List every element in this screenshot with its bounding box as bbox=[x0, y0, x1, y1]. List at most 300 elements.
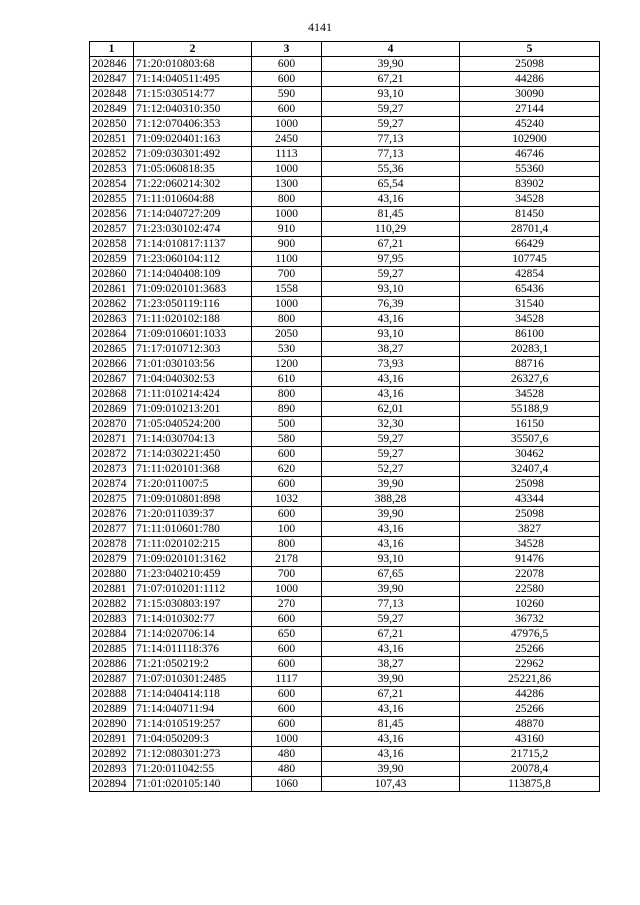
table-cell-col-5: 25266 bbox=[460, 702, 600, 717]
column-header-1: 1 bbox=[90, 42, 134, 57]
table-cell-col-4: 97,95 bbox=[322, 252, 460, 267]
table-cell-col-2: 71:14:040414:118 bbox=[134, 687, 252, 702]
table-cell-col-5: 43344 bbox=[460, 492, 600, 507]
table-cell-col-3: 620 bbox=[252, 462, 322, 477]
table-cell-col-2: 71:09:020101:3162 bbox=[134, 552, 252, 567]
table-cell-col-4: 55,36 bbox=[322, 162, 460, 177]
table-cell-col-1: 202860 bbox=[90, 267, 134, 282]
table-cell-col-2: 71:05:040524:200 bbox=[134, 417, 252, 432]
table-row bbox=[90, 597, 600, 612]
table-cell-col-2: 71:15:030803:197 bbox=[134, 597, 252, 612]
table-cell-col-2: 71:23:060104:112 bbox=[134, 252, 252, 267]
table-cell-col-2: 71:09:010801:898 bbox=[134, 492, 252, 507]
table-cell-col-3: 1060 bbox=[252, 777, 322, 792]
table-cell-col-5: 22962 bbox=[460, 657, 600, 672]
table-cell-col-4: 59,27 bbox=[322, 612, 460, 627]
table-cell-col-5: 25098 bbox=[460, 57, 600, 72]
table-row bbox=[90, 447, 600, 462]
column-header-2: 2 bbox=[134, 42, 252, 57]
table-cell-col-3: 2178 bbox=[252, 552, 322, 567]
table-row bbox=[90, 732, 600, 747]
table-cell-col-3: 800 bbox=[252, 387, 322, 402]
table-cell-col-1: 202858 bbox=[90, 237, 134, 252]
table-cell-col-1: 202868 bbox=[90, 387, 134, 402]
table-cell-col-1: 202854 bbox=[90, 177, 134, 192]
table-cell-col-4: 38,27 bbox=[322, 342, 460, 357]
table-cell-col-4: 77,13 bbox=[322, 132, 460, 147]
header-row bbox=[90, 42, 600, 57]
table-row bbox=[90, 147, 600, 162]
table-cell-col-3: 1000 bbox=[252, 582, 322, 597]
table-cell-col-5: 30462 bbox=[460, 447, 600, 462]
table-cell-col-2: 71:14:040711:94 bbox=[134, 702, 252, 717]
table-cell-col-5: 47976,5 bbox=[460, 627, 600, 642]
table-cell-col-1: 202853 bbox=[90, 162, 134, 177]
table-row bbox=[90, 162, 600, 177]
table-row bbox=[90, 177, 600, 192]
table-cell-col-5: 55360 bbox=[460, 162, 600, 177]
table-cell-col-5: 66429 bbox=[460, 237, 600, 252]
table-cell-col-2: 71:14:040727:209 bbox=[134, 207, 252, 222]
table-cell-col-5: 107745 bbox=[460, 252, 600, 267]
table-cell-col-2: 71:12:070406:353 bbox=[134, 117, 252, 132]
table-row bbox=[90, 402, 600, 417]
table-cell-col-1: 202865 bbox=[90, 342, 134, 357]
table-cell-col-3: 100 bbox=[252, 522, 322, 537]
table-cell-col-4: 59,27 bbox=[322, 267, 460, 282]
table-cell-col-2: 71:11:020102:215 bbox=[134, 537, 252, 552]
table-row bbox=[90, 372, 600, 387]
table-row bbox=[90, 477, 600, 492]
table-cell-col-4: 39,90 bbox=[322, 507, 460, 522]
table-cell-col-2: 71:14:020706:14 bbox=[134, 627, 252, 642]
table-cell-col-4: 52,27 bbox=[322, 462, 460, 477]
table-cell-col-5: 25098 bbox=[460, 507, 600, 522]
table-cell-col-4: 43,16 bbox=[322, 702, 460, 717]
table-cell-col-4: 32,30 bbox=[322, 417, 460, 432]
table-cell-col-4: 93,10 bbox=[322, 87, 460, 102]
table-cell-col-2: 71:14:030704:13 bbox=[134, 432, 252, 447]
table-row bbox=[90, 432, 600, 447]
table-cell-col-3: 700 bbox=[252, 267, 322, 282]
column-header-4: 4 bbox=[322, 42, 460, 57]
table-cell-col-4: 76,39 bbox=[322, 297, 460, 312]
table-cell-col-4: 110,29 bbox=[322, 222, 460, 237]
table-row bbox=[90, 462, 600, 477]
table-cell-col-5: 21715,2 bbox=[460, 747, 600, 762]
table-cell-col-5: 16150 bbox=[460, 417, 600, 432]
table-cell-col-4: 67,21 bbox=[322, 72, 460, 87]
table-cell-col-3: 600 bbox=[252, 72, 322, 87]
table-cell-col-3: 600 bbox=[252, 102, 322, 117]
table-cell-col-3: 530 bbox=[252, 342, 322, 357]
table-cell-col-3: 2450 bbox=[252, 132, 322, 147]
table-cell-col-3: 1000 bbox=[252, 162, 322, 177]
table-cell-col-4: 93,10 bbox=[322, 552, 460, 567]
table-row bbox=[90, 717, 600, 732]
table-cell-col-2: 71:23:050119:116 bbox=[134, 297, 252, 312]
table-cell-col-2: 71:20:010803:68 bbox=[134, 57, 252, 72]
table-row bbox=[90, 297, 600, 312]
table-cell-col-4: 67,21 bbox=[322, 627, 460, 642]
table-cell-col-2: 71:14:010817:1137 bbox=[134, 237, 252, 252]
table-cell-col-3: 900 bbox=[252, 237, 322, 252]
table-row bbox=[90, 72, 600, 87]
table-cell-col-5: 25221,86 bbox=[460, 672, 600, 687]
table-row bbox=[90, 222, 600, 237]
table-cell-col-1: 202878 bbox=[90, 537, 134, 552]
table-body bbox=[90, 57, 600, 792]
table-cell-col-1: 202866 bbox=[90, 357, 134, 372]
table-cell-col-5: 46746 bbox=[460, 147, 600, 162]
table-cell-col-2: 71:11:020102:188 bbox=[134, 312, 252, 327]
table-cell-col-4: 43,16 bbox=[322, 732, 460, 747]
table-cell-col-2: 71:12:040310:350 bbox=[134, 102, 252, 117]
table-cell-col-5: 10260 bbox=[460, 597, 600, 612]
table-row bbox=[90, 282, 600, 297]
table-cell-col-1: 202885 bbox=[90, 642, 134, 657]
table-cell-col-2: 71:09:010601:1033 bbox=[134, 327, 252, 342]
table-cell-col-2: 71:11:010604:88 bbox=[134, 192, 252, 207]
table-cell-col-3: 910 bbox=[252, 222, 322, 237]
table-cell-col-4: 67,21 bbox=[322, 237, 460, 252]
table-row bbox=[90, 747, 600, 762]
table-cell-col-5: 55188,9 bbox=[460, 402, 600, 417]
table-row bbox=[90, 522, 600, 537]
table-cell-col-1: 202863 bbox=[90, 312, 134, 327]
table-cell-col-1: 202872 bbox=[90, 447, 134, 462]
table-cell-col-1: 202886 bbox=[90, 657, 134, 672]
table-row bbox=[90, 552, 600, 567]
table-cell-col-1: 202846 bbox=[90, 57, 134, 72]
table-cell-col-1: 202876 bbox=[90, 507, 134, 522]
table-cell-col-3: 1032 bbox=[252, 492, 322, 507]
table-row bbox=[90, 357, 600, 372]
table-cell-col-1: 202879 bbox=[90, 552, 134, 567]
table-cell-col-5: 32407,4 bbox=[460, 462, 600, 477]
table-row bbox=[90, 777, 600, 792]
table-cell-col-5: 25098 bbox=[460, 477, 600, 492]
table-cell-col-5: 43160 bbox=[460, 732, 600, 747]
table-cell-col-5: 31540 bbox=[460, 297, 600, 312]
table-cell-col-3: 1100 bbox=[252, 252, 322, 267]
table-cell-col-1: 202851 bbox=[90, 132, 134, 147]
table-cell-col-1: 202880 bbox=[90, 567, 134, 582]
table-cell-col-3: 500 bbox=[252, 417, 322, 432]
table-cell-col-4: 81,45 bbox=[322, 207, 460, 222]
table-cell-col-5: 102900 bbox=[460, 132, 600, 147]
table-row bbox=[90, 57, 600, 72]
table-cell-col-1: 202861 bbox=[90, 282, 134, 297]
table-cell-col-3: 700 bbox=[252, 567, 322, 582]
table-cell-col-4: 39,90 bbox=[322, 672, 460, 687]
column-header-5: 5 bbox=[460, 42, 600, 57]
table-cell-col-2: 71:14:011118:376 bbox=[134, 642, 252, 657]
table-row bbox=[90, 582, 600, 597]
table-row bbox=[90, 642, 600, 657]
table-cell-col-1: 202877 bbox=[90, 522, 134, 537]
table-cell-col-1: 202857 bbox=[90, 222, 134, 237]
table-cell-col-2: 71:14:030221:450 bbox=[134, 447, 252, 462]
table-row bbox=[90, 387, 600, 402]
table-cell-col-1: 202848 bbox=[90, 87, 134, 102]
table-cell-col-1: 202871 bbox=[90, 432, 134, 447]
table-cell-col-2: 71:05:060818:35 bbox=[134, 162, 252, 177]
table-cell-col-5: 65436 bbox=[460, 282, 600, 297]
table-cell-col-4: 81,45 bbox=[322, 717, 460, 732]
data-table bbox=[89, 41, 600, 792]
table-cell-col-2: 71:01:020105:140 bbox=[134, 777, 252, 792]
table-cell-col-4: 43,16 bbox=[322, 747, 460, 762]
table-cell-col-5: 34528 bbox=[460, 312, 600, 327]
table-row bbox=[90, 657, 600, 672]
column-header-3: 3 bbox=[252, 42, 322, 57]
table-cell-col-2: 71:12:080301:273 bbox=[134, 747, 252, 762]
table-cell-col-5: 27144 bbox=[460, 102, 600, 117]
table-cell-col-4: 388,28 bbox=[322, 492, 460, 507]
table-cell-col-5: 26327,6 bbox=[460, 372, 600, 387]
table-cell-col-5: 88716 bbox=[460, 357, 600, 372]
table-cell-col-1: 202852 bbox=[90, 147, 134, 162]
table-cell-col-3: 1558 bbox=[252, 282, 322, 297]
table-cell-col-3: 600 bbox=[252, 447, 322, 462]
table-cell-col-3: 800 bbox=[252, 192, 322, 207]
table-cell-col-3: 270 bbox=[252, 597, 322, 612]
table-cell-col-2: 71:09:030301:492 bbox=[134, 147, 252, 162]
table-cell-col-1: 202856 bbox=[90, 207, 134, 222]
table-cell-col-5: 44286 bbox=[460, 72, 600, 87]
table-cell-col-3: 1000 bbox=[252, 297, 322, 312]
table-row bbox=[90, 762, 600, 777]
table-cell-col-4: 38,27 bbox=[322, 657, 460, 672]
table-cell-col-5: 86100 bbox=[460, 327, 600, 342]
table-cell-col-3: 890 bbox=[252, 402, 322, 417]
table-cell-col-4: 39,90 bbox=[322, 57, 460, 72]
table-cell-col-4: 59,27 bbox=[322, 432, 460, 447]
table-cell-col-4: 65,54 bbox=[322, 177, 460, 192]
table-cell-col-3: 1000 bbox=[252, 732, 322, 747]
table-cell-col-3: 600 bbox=[252, 477, 322, 492]
table-cell-col-4: 67,65 bbox=[322, 567, 460, 582]
table-cell-col-1: 202892 bbox=[90, 747, 134, 762]
table-row bbox=[90, 342, 600, 357]
table-cell-col-1: 202869 bbox=[90, 402, 134, 417]
table-cell-col-1: 202894 bbox=[90, 777, 134, 792]
table-cell-col-1: 202881 bbox=[90, 582, 134, 597]
table-cell-col-2: 71:21:050219:2 bbox=[134, 657, 252, 672]
table-row bbox=[90, 612, 600, 627]
table-cell-col-3: 800 bbox=[252, 537, 322, 552]
table-cell-col-2: 71:17:010712:303 bbox=[134, 342, 252, 357]
table-cell-col-5: 20283,1 bbox=[460, 342, 600, 357]
table-cell-col-3: 600 bbox=[252, 702, 322, 717]
table-row bbox=[90, 627, 600, 642]
table-cell-col-2: 71:14:040511:495 bbox=[134, 72, 252, 87]
table-cell-col-2: 71:23:040210:459 bbox=[134, 567, 252, 582]
table-row bbox=[90, 327, 600, 342]
table-cell-col-4: 59,27 bbox=[322, 102, 460, 117]
table-cell-col-5: 34528 bbox=[460, 192, 600, 207]
table-cell-col-3: 1000 bbox=[252, 117, 322, 132]
table-cell-col-2: 71:20:011039:37 bbox=[134, 507, 252, 522]
table-cell-col-4: 43,16 bbox=[322, 537, 460, 552]
table-cell-col-5: 35507,6 bbox=[460, 432, 600, 447]
table-cell-col-4: 39,90 bbox=[322, 582, 460, 597]
table-cell-col-4: 43,16 bbox=[322, 387, 460, 402]
table-cell-col-1: 202849 bbox=[90, 102, 134, 117]
table-cell-col-3: 800 bbox=[252, 312, 322, 327]
table-cell-col-1: 202875 bbox=[90, 492, 134, 507]
table-cell-col-4: 43,16 bbox=[322, 522, 460, 537]
table-cell-col-3: 1000 bbox=[252, 207, 322, 222]
table-row bbox=[90, 237, 600, 252]
table-cell-col-4: 59,27 bbox=[322, 117, 460, 132]
table-row bbox=[90, 687, 600, 702]
table-row bbox=[90, 252, 600, 267]
table-cell-col-3: 480 bbox=[252, 747, 322, 762]
table-cell-col-4: 73,93 bbox=[322, 357, 460, 372]
table-row bbox=[90, 507, 600, 522]
table-cell-col-5: 48870 bbox=[460, 717, 600, 732]
table-cell-col-2: 71:09:010213:201 bbox=[134, 402, 252, 417]
table-row bbox=[90, 702, 600, 717]
table-cell-col-3: 480 bbox=[252, 762, 322, 777]
table-row bbox=[90, 102, 600, 117]
table-cell-col-3: 600 bbox=[252, 687, 322, 702]
table-cell-col-1: 202893 bbox=[90, 762, 134, 777]
table-cell-col-4: 43,16 bbox=[322, 192, 460, 207]
table-cell-col-1: 202889 bbox=[90, 702, 134, 717]
table-cell-col-2: 71:11:010214:424 bbox=[134, 387, 252, 402]
table-row bbox=[90, 672, 600, 687]
table-cell-col-2: 71:04:040302:53 bbox=[134, 372, 252, 387]
table-row bbox=[90, 267, 600, 282]
table-cell-col-5: 91476 bbox=[460, 552, 600, 567]
table-cell-col-4: 77,13 bbox=[322, 597, 460, 612]
table-cell-col-1: 202862 bbox=[90, 297, 134, 312]
table-cell-col-4: 43,16 bbox=[322, 642, 460, 657]
table-cell-col-3: 610 bbox=[252, 372, 322, 387]
table-row bbox=[90, 567, 600, 582]
table-cell-col-4: 93,10 bbox=[322, 327, 460, 342]
table-cell-col-3: 650 bbox=[252, 627, 322, 642]
table-row bbox=[90, 537, 600, 552]
table-cell-col-2: 71:11:020101:368 bbox=[134, 462, 252, 477]
table-cell-col-2: 71:09:020401:163 bbox=[134, 132, 252, 147]
table-cell-col-4: 43,16 bbox=[322, 372, 460, 387]
table-cell-col-5: 20078,4 bbox=[460, 762, 600, 777]
table-cell-col-2: 71:04:050209:3 bbox=[134, 732, 252, 747]
table-cell-col-1: 202891 bbox=[90, 732, 134, 747]
table-cell-col-2: 71:11:010601:780 bbox=[134, 522, 252, 537]
table-cell-col-3: 1117 bbox=[252, 672, 322, 687]
table-cell-col-5: 34528 bbox=[460, 537, 600, 552]
table-cell-col-4: 107,43 bbox=[322, 777, 460, 792]
table-cell-col-1: 202873 bbox=[90, 462, 134, 477]
table-cell-col-5: 34528 bbox=[460, 387, 600, 402]
table-cell-col-4: 39,90 bbox=[322, 762, 460, 777]
page-number: 4141 bbox=[308, 20, 332, 34]
table-cell-col-4: 39,90 bbox=[322, 477, 460, 492]
table-cell-col-1: 202874 bbox=[90, 477, 134, 492]
table-row bbox=[90, 117, 600, 132]
table-cell-col-2: 71:20:011007:5 bbox=[134, 477, 252, 492]
table-row bbox=[90, 132, 600, 147]
table-cell-col-5: 42854 bbox=[460, 267, 600, 282]
table-cell-col-3: 1113 bbox=[252, 147, 322, 162]
table-cell-col-2: 71:07:010301:2485 bbox=[134, 672, 252, 687]
table-cell-col-3: 2050 bbox=[252, 327, 322, 342]
table-cell-col-5: 25266 bbox=[460, 642, 600, 657]
table-cell-col-3: 600 bbox=[252, 507, 322, 522]
table-cell-col-3: 600 bbox=[252, 612, 322, 627]
table-cell-col-4: 77,13 bbox=[322, 147, 460, 162]
table-cell-col-3: 600 bbox=[252, 657, 322, 672]
table-cell-col-5: 81450 bbox=[460, 207, 600, 222]
table-cell-col-1: 202883 bbox=[90, 612, 134, 627]
table-cell-col-4: 59,27 bbox=[322, 447, 460, 462]
table-cell-col-1: 202870 bbox=[90, 417, 134, 432]
table-cell-col-5: 28701,4 bbox=[460, 222, 600, 237]
table-cell-col-1: 202890 bbox=[90, 717, 134, 732]
table-cell-col-2: 71:20:011042:55 bbox=[134, 762, 252, 777]
table-cell-col-3: 580 bbox=[252, 432, 322, 447]
table-cell-col-5: 22078 bbox=[460, 567, 600, 582]
table-cell-col-1: 202884 bbox=[90, 627, 134, 642]
table-cell-col-1: 202887 bbox=[90, 672, 134, 687]
table-cell-col-2: 71:23:030102:474 bbox=[134, 222, 252, 237]
table-row bbox=[90, 312, 600, 327]
table-cell-col-3: 1300 bbox=[252, 177, 322, 192]
table-cell-col-2: 71:14:010519:257 bbox=[134, 717, 252, 732]
table-cell-col-1: 202859 bbox=[90, 252, 134, 267]
table-cell-col-1: 202888 bbox=[90, 687, 134, 702]
table-cell-col-1: 202867 bbox=[90, 372, 134, 387]
table-cell-col-1: 202864 bbox=[90, 327, 134, 342]
table-cell-col-5: 83902 bbox=[460, 177, 600, 192]
table-cell-col-5: 30090 bbox=[460, 87, 600, 102]
table-cell-col-2: 71:15:030514:77 bbox=[134, 87, 252, 102]
table-cell-col-2: 71:14:010302:77 bbox=[134, 612, 252, 627]
table-row bbox=[90, 192, 600, 207]
table-cell-col-1: 202847 bbox=[90, 72, 134, 87]
table-cell-col-4: 62,01 bbox=[322, 402, 460, 417]
table-cell-col-5: 3827 bbox=[460, 522, 600, 537]
table-cell-col-5: 22580 bbox=[460, 582, 600, 597]
table-cell-col-5: 36732 bbox=[460, 612, 600, 627]
table-row bbox=[90, 207, 600, 222]
table-cell-col-3: 1200 bbox=[252, 357, 322, 372]
table-cell-col-5: 44286 bbox=[460, 687, 600, 702]
table-cell-col-5: 113875,8 bbox=[460, 777, 600, 792]
table-cell-col-4: 67,21 bbox=[322, 687, 460, 702]
table-cell-col-2: 71:09:020101:3683 bbox=[134, 282, 252, 297]
table-row bbox=[90, 87, 600, 102]
table-cell-col-2: 71:14:040408:109 bbox=[134, 267, 252, 282]
table-cell-col-4: 93,10 bbox=[322, 282, 460, 297]
table-row bbox=[90, 417, 600, 432]
table-cell-col-1: 202850 bbox=[90, 117, 134, 132]
table-cell-col-2: 71:07:010201:1112 bbox=[134, 582, 252, 597]
table-cell-col-3: 600 bbox=[252, 642, 322, 657]
table-cell-col-3: 600 bbox=[252, 57, 322, 72]
table-cell-col-2: 71:01:030103:56 bbox=[134, 357, 252, 372]
table-row bbox=[90, 492, 600, 507]
table-cell-col-3: 600 bbox=[252, 717, 322, 732]
table-cell-col-3: 590 bbox=[252, 87, 322, 102]
table-cell-col-1: 202882 bbox=[90, 597, 134, 612]
table-cell-col-4: 43,16 bbox=[322, 312, 460, 327]
